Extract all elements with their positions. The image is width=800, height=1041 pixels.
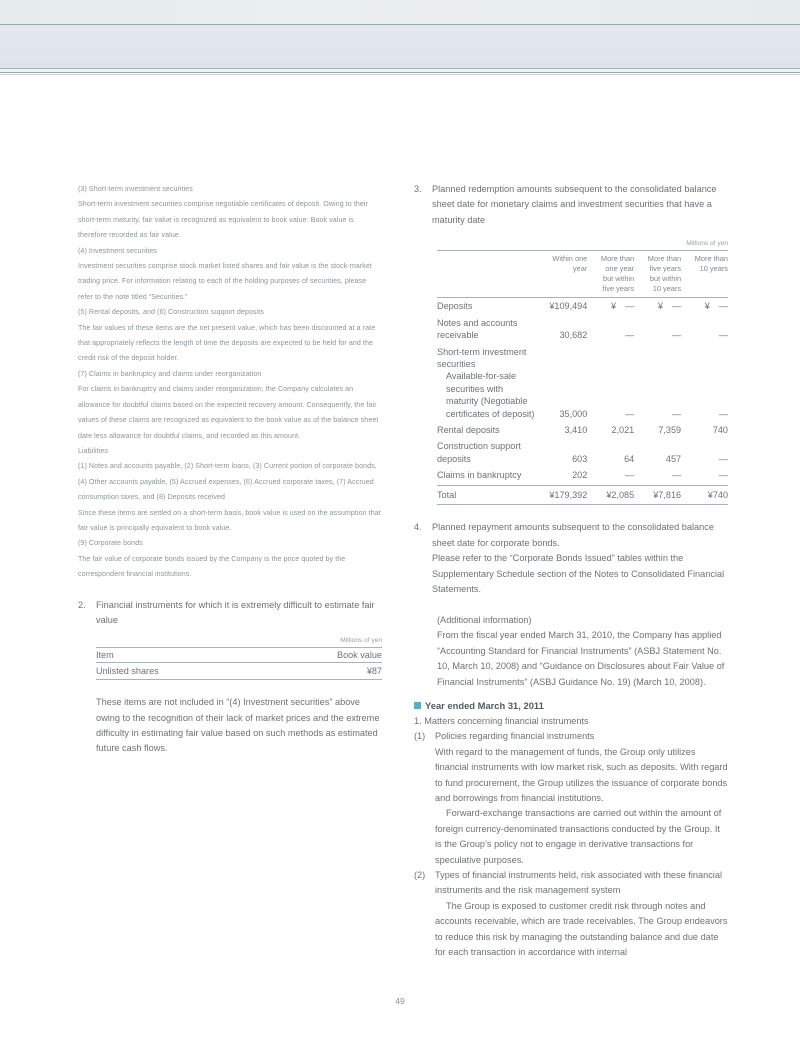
row-value-claims-c2: — <box>625 470 635 481</box>
table-header-row <box>96 647 382 662</box>
row-value-construction-c3: 457 <box>665 453 682 464</box>
column-header-item: Item <box>96 647 262 662</box>
row-label-claims-in-bankruptcy: Claims in bankruptcy <box>437 470 522 481</box>
list-item-4-content <box>432 520 728 597</box>
row-value-total-c2: ¥2,085 <box>587 485 634 504</box>
table-row <box>437 438 728 467</box>
row-value-deposits-c3: ¥ — <box>657 301 682 312</box>
list-item-1-policies <box>414 729 728 868</box>
row-value-receivable-c4: — <box>718 330 728 341</box>
row-value-deposits-c4: ¥ — <box>704 301 728 312</box>
row-value-construction-c1: 603 <box>572 453 588 464</box>
maturity-header-within-one-year <box>540 251 587 298</box>
row-value-deposits-c1: ¥109,494 <box>549 301 588 312</box>
list-item-1-paragraph-1: With regard to the management of funds, the Group only utilizes financial instruments with low market risk, such as deposits. With regard to fund procurement, the Group utilizes the issuance of corporate bonds and borrowings from financial institutions. <box>435 746 728 803</box>
hdr-l1-c4: More than <box>694 254 728 264</box>
note-heading-rental-deposits: (5) Rental deposits, and (6) Construction support deposits <box>78 308 264 317</box>
maturity-header-five-to-ten-years <box>634 251 681 298</box>
table-row <box>96 662 382 679</box>
table-row <box>437 344 728 422</box>
hdr-l1-c3: More than <box>647 254 682 264</box>
square-bullet-icon <box>414 702 421 709</box>
planned-redemption-table <box>437 250 728 505</box>
right-column <box>414 182 728 960</box>
row-label-construction-support-deposits: Construction support deposits <box>437 441 521 464</box>
column-header-book-value: Book value <box>262 647 382 662</box>
row-label-notes-accounts-receivable: Notes and accounts receivable <box>437 317 518 341</box>
spacer-before-item2 <box>78 583 382 598</box>
row-value-total-c1: ¥179,392 <box>540 485 587 504</box>
maturity-header-more-than-ten-years <box>681 251 728 298</box>
note-text-investment-securities: Investment securities comprise stock market listed shares and fair value is the stock-market trading price. For information relating to each of the holding purposes of securities, please refer to the note titled “Securities.” <box>78 262 372 301</box>
table-row <box>437 422 728 438</box>
row-value-sts-c4: — <box>718 408 728 419</box>
hdr-l2-c3: five years <box>649 264 682 274</box>
note-text-rental-deposits: The fair values of these items are the net present value, which has been discounted at a rate that appropriately reflects the length of time the deposits are expected to be held for and the credit risk of the deposit holder. <box>78 323 376 363</box>
closing-paragraph-wrapper <box>96 695 382 757</box>
list-item-1-paragraph-2: Forward-exchange transactions are carried out within the amount of foreign currency-denominated transactions conducted by the Group. It is the Group’s policy not to engage in derivative transactions for speculative purposes. <box>435 808 722 865</box>
note-heading-investment-securities: (4) Investment securities <box>78 246 158 255</box>
list-item-4-line1: Planned repayment amounts subsequent to the consolidated balance sheet date for corporate bonds. <box>432 522 714 548</box>
hdr-l3-c2: but within <box>602 273 635 283</box>
unlisted-table-unit-label: Millions of yen <box>340 636 382 644</box>
hdr-l1-c2: More than <box>600 254 635 264</box>
table-row <box>437 467 728 485</box>
table-row <box>437 315 728 344</box>
row-value-rental-c1: 3,410 <box>564 425 588 436</box>
closing-paragraph: These items are not included in “(4) Investment securities” above owing to the recognition of their lack of market prices and the extreme difficulty in estimating fair value based on such methods as estimated future cash flows. <box>96 697 380 754</box>
hdr-l3-c3: but within <box>649 273 682 283</box>
list-item-1-content <box>435 729 728 868</box>
header-band-top <box>0 0 800 24</box>
row-value-receivable-c1: 30,682 <box>559 330 588 341</box>
note-heading-short-term-investment-securities: (3) Short-term investment securities <box>78 185 193 193</box>
additional-information-heading: (Additional information) <box>437 614 532 625</box>
list-item-4-marker: 4. <box>414 522 422 533</box>
spacer-before-additional-info <box>414 598 728 613</box>
list-item-2b-paragraph-1: The Group is exposed to customer credit risk through notes and accounts receivable, which are trade receivables. The Group endeavors to reduce this risk by managing the outstanding balance and due date for each transaction in accordance with internal <box>435 900 728 958</box>
note-heading-liabilities: Liabilities <box>78 446 108 455</box>
header-rule-lower-b <box>0 72 800 73</box>
maturity-header-one-to-five-years <box>587 251 634 298</box>
row-label-total: Total <box>437 485 540 504</box>
left-column <box>78 182 382 757</box>
hdr-l1-c1: Within one <box>552 254 588 264</box>
row-value-rental-c4: 740 <box>712 425 728 436</box>
row-value-claims-c4: — <box>718 470 728 481</box>
hdr-l2-c1: year <box>572 264 588 274</box>
section-heading-label: Year ended March 31, 2011 <box>425 699 544 711</box>
list-item-2-text: Financial instruments for which it is extremely difficult to estimate fair value <box>96 599 375 626</box>
additional-information-text: From the fiscal year ended March 31, 2010, the Company has applied “Accounting Standard for Financial Instruments” (ASBJ Statement No. 10, March 10, 2008) and “Guidance on Disclosures about Fair Value of Financial Instruments” (ASBJ Guidance No. 19) (March 10, 2008). <box>437 630 725 687</box>
spacer-before-item4 <box>414 505 728 520</box>
row-value-claims-c3: — <box>671 470 682 481</box>
note-text-claims-bankruptcy: For claims in bankruptcy and claims under reorganization, the Company calculates an allowance for doubtful claims based on the expected recovery amount. Consequently, the fair values of these claims are recognized as equivalent to the book value as of the balance sheet date less allowance for doubtful claims, and recorded as this amount. <box>78 385 379 440</box>
row-label-rental-deposits: Rental deposits <box>437 425 500 436</box>
row-value-sts-c1: 35,000 <box>559 408 588 419</box>
maturity-table-unit-label: Millions of yen <box>686 240 728 248</box>
table-row <box>437 298 728 315</box>
row-value-claims-c1: 202 <box>572 470 588 481</box>
table-total-row <box>437 485 728 504</box>
list-item-3 <box>414 182 728 228</box>
row-label-deposits: Deposits <box>437 301 473 312</box>
maturity-table-body <box>437 298 728 505</box>
note-heading-corporate-bonds: (9) Corporate bonds <box>78 539 143 548</box>
row-value-rental-c3: 7,359 <box>658 425 682 436</box>
maturity-table-header-row <box>437 251 728 298</box>
header-rule-lower-c <box>0 74 800 75</box>
list-item-1-title: Policies regarding financial instruments <box>435 731 595 742</box>
section-heading-year-ended-2011 <box>414 700 728 711</box>
row-value-deposits-c2: ¥ — <box>610 301 635 312</box>
list-item-2-marker: 2. <box>78 599 86 610</box>
row-value-total-c4: ¥740 <box>681 485 728 504</box>
maturity-table-wrapper <box>437 238 728 505</box>
list-item-1-marker: (1) <box>414 731 426 742</box>
hdr-l4-c3: 10 years <box>652 283 682 293</box>
list-item-2b-title: Types of financial instruments held, risk associated with these financial instruments and the risk management system <box>435 870 722 896</box>
list-item-4-line2: Please refer to the “Corporate Bonds Issued” tables within the Supplementary Schedule section of the Notes to Consolidated Financial Statements. <box>432 553 725 595</box>
unlisted-shares-table-wrapper <box>96 635 382 680</box>
hdr-l2-c4: 10 years <box>699 264 728 274</box>
header-band-middle <box>0 25 800 68</box>
list-item-3-marker: 3. <box>414 184 422 194</box>
unlisted-shares-table <box>96 647 382 680</box>
maturity-header-blank <box>437 251 540 298</box>
subheading-matters-concerning-financial-instruments: 1. Matters concerning financial instruments <box>414 715 589 726</box>
note-text-liabilities-items: (1) Notes and accounts payable, (2) Short-term loans, (3) Current portion of corporate bonds, (4) Other accounts payable, (5) Accrued expenses, (6) Accrued corporate taxes, (7) Accrued consumption taxes, and (8) Deposits received <box>78 462 377 502</box>
list-item-4 <box>414 520 728 597</box>
row-value-construction-c2: 64 <box>624 453 635 464</box>
row-value-rental-c2: 2,021 <box>611 425 635 436</box>
row-label-short-term-investment-securities <box>437 344 540 422</box>
list-item-2b-marker: (2) <box>414 870 426 880</box>
row-label-sts-sub: Available-for-sale securities with maturity (Negotiable certificates of deposit) <box>446 371 535 419</box>
list-item-3-text: Planned redemption amounts subsequent to the consolidated balance sheet date for monetary claims and investment securities that have a maturity date <box>432 184 717 225</box>
maturity-table-head <box>437 251 728 298</box>
row-label-sts-main: Short-term investment securities <box>437 346 527 370</box>
row-value-receivable-c2: — <box>625 330 635 341</box>
row-value-receivable-c3: — <box>671 330 682 341</box>
row-label-unlisted-shares: Unlisted shares <box>96 662 262 679</box>
note-heading-claims-bankruptcy: (7) Claims in bankruptcy and claims under reorganization <box>78 369 262 378</box>
note-text-liabilities-settlement: Since these items are settled on a short-term basis, book value is used on the assumption that fair value is principally equivalent to book value. <box>78 508 381 532</box>
page-header-band <box>0 0 800 80</box>
list-item-2-types <box>414 868 728 960</box>
note-text-corporate-bonds: The fair value of corporate bonds issued by the Company is the price quoted by the correspondent financial institutions. <box>78 554 346 579</box>
fair-value-notes-block <box>78 182 382 583</box>
row-value-sts-c2: — <box>625 408 635 419</box>
list-item-2 <box>78 598 382 629</box>
spacer-after-unlisted-table <box>78 680 382 695</box>
row-value-total-c3: ¥7,816 <box>634 485 681 504</box>
row-value-sts-c3: — <box>671 408 682 419</box>
note-text-short-term-investment-securities: Short-term investment securities comprise negotiable certificates of deposit. Owing to their short-term maturity, fair value is recognized as equivalent to book value. Book value is therefore recorded as fair value. <box>78 200 369 240</box>
list-item-2b-content <box>435 868 728 960</box>
row-value-construction-c4: — <box>718 453 728 464</box>
row-value-unlisted-shares: ¥87 <box>262 662 382 679</box>
page-number: 49 <box>395 996 405 1006</box>
additional-information-block <box>437 613 728 690</box>
hdr-l4-c2: five years <box>602 283 635 293</box>
hdr-l2-c2: one year <box>605 264 635 274</box>
